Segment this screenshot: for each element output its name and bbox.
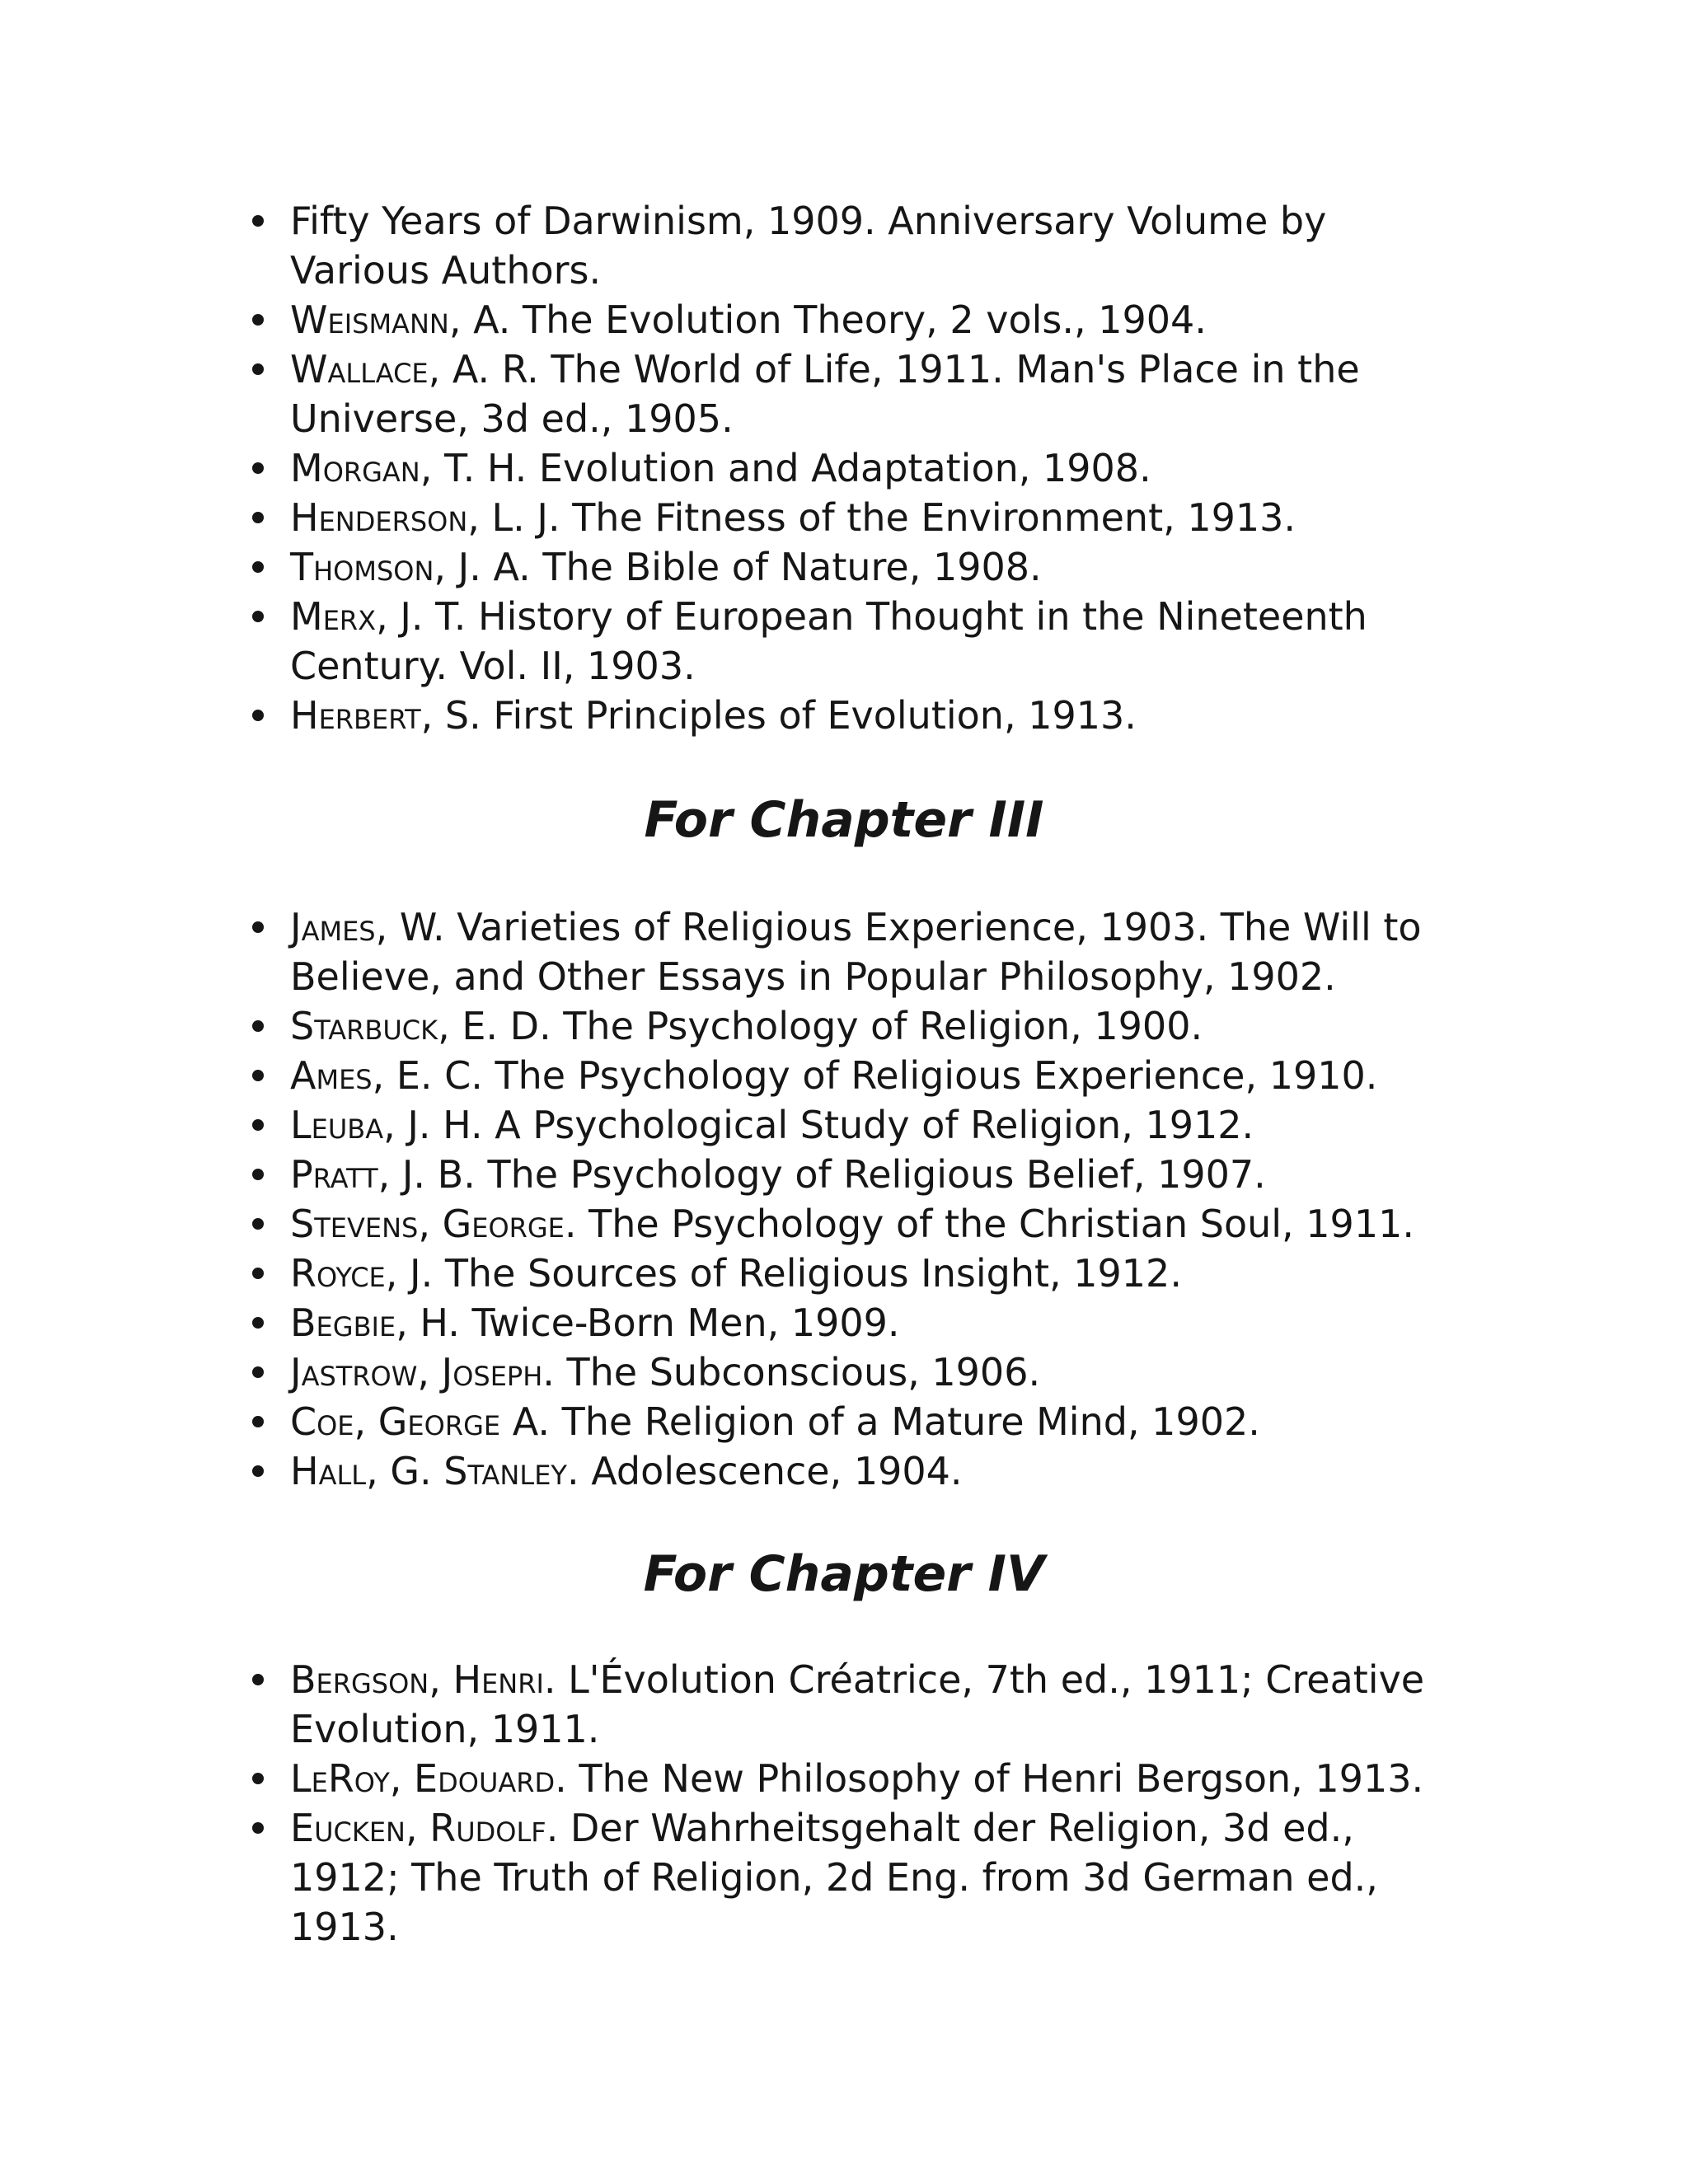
entry-separator: , bbox=[405, 1806, 430, 1850]
bullet-icon bbox=[252, 1465, 264, 1477]
entry-author: Ames bbox=[290, 1053, 373, 1098]
entry-text: , S. First Principles of Evolution, 1913. bbox=[420, 693, 1137, 738]
bullet-icon bbox=[252, 462, 264, 474]
entry-author: Begbie bbox=[290, 1301, 396, 1345]
bullet-icon bbox=[252, 710, 264, 721]
entry-author: Henderson bbox=[290, 495, 468, 540]
list-item bbox=[247, 592, 1451, 691]
list-item bbox=[247, 1199, 1451, 1249]
bullet-icon bbox=[252, 1020, 264, 1032]
bullet-icon bbox=[252, 1674, 264, 1685]
bullet-icon bbox=[252, 215, 264, 227]
bullet-icon bbox=[252, 611, 264, 622]
entry-author: Wallace bbox=[290, 347, 429, 391]
bibliography-list-chapter-iv bbox=[247, 1655, 1451, 1952]
bullet-icon bbox=[252, 561, 264, 573]
entry-separator: , bbox=[354, 1399, 378, 1444]
entry-text: , T. H. Evolution and Adaptation, 1908. bbox=[420, 446, 1151, 490]
entry-text: . L'Évolution Créatrice, 7th ed., 1911; Creative Evolution, 1911. bbox=[290, 1657, 1425, 1751]
entry-author: Coe bbox=[290, 1399, 354, 1444]
bullet-icon bbox=[252, 1822, 264, 1834]
bullet-icon bbox=[252, 314, 264, 326]
entry-text: . The Psychology of the Christian Soul, 1911. bbox=[564, 1202, 1414, 1246]
list-item bbox=[247, 542, 1451, 592]
entry-text: , J. A. The Bible of Nature, 1908. bbox=[434, 545, 1042, 589]
bullet-icon bbox=[252, 1366, 264, 1378]
entry-author: Bergson bbox=[290, 1657, 429, 1702]
list-item bbox=[247, 1446, 1451, 1496]
list-item bbox=[247, 1298, 1451, 1347]
entry-author: Herbert bbox=[290, 693, 421, 738]
entry-text: . Adolescence, 1904. bbox=[566, 1449, 963, 1493]
entry-text: , J. H. A Psychological Study of Religion, 1912. bbox=[383, 1103, 1254, 1147]
entry-text: A. The Religion of a Mature Mind, 1902. bbox=[500, 1399, 1260, 1444]
entry-text: , J. B. The Psychology of Religious Belief, 1907. bbox=[377, 1152, 1266, 1197]
entry-author: Eucken bbox=[290, 1806, 406, 1850]
entry-author-given-name: Rudolf bbox=[429, 1806, 546, 1850]
list-item bbox=[247, 1051, 1451, 1100]
list-item bbox=[247, 295, 1451, 344]
entry-author: Stevens bbox=[290, 1202, 419, 1246]
entry-author-given-name: Edouard bbox=[414, 1756, 556, 1801]
entry-text: , H. Twice-Born Men, 1909. bbox=[396, 1301, 900, 1345]
entry-author-given-name: George bbox=[377, 1399, 501, 1444]
bullet-icon bbox=[252, 1218, 264, 1230]
entry-text: , W. Varieties of Religious Experience, 1903. The Will to Believe, and Other Essays in Popular Philosophy, 1902. bbox=[290, 905, 1422, 999]
entry-author: Pratt bbox=[290, 1152, 378, 1197]
bullet-icon bbox=[252, 1169, 264, 1180]
list-item bbox=[247, 196, 1451, 295]
entry-author: Thomson bbox=[290, 545, 434, 589]
entry-author: Morgan bbox=[290, 446, 420, 490]
list-item bbox=[247, 902, 1451, 1001]
bullet-icon bbox=[252, 921, 264, 933]
entry-author: James bbox=[290, 905, 376, 949]
list-item bbox=[247, 1397, 1451, 1446]
bullet-icon bbox=[252, 1070, 264, 1081]
bullet-icon bbox=[252, 512, 264, 523]
entry-author-given-name: George bbox=[442, 1202, 565, 1246]
entry-initial: , G. bbox=[366, 1449, 444, 1493]
entry-text: , J. The Sources of Religious Insight, 1912. bbox=[385, 1251, 1182, 1296]
list-item bbox=[247, 1803, 1451, 1952]
entry-separator: , bbox=[417, 1350, 442, 1394]
entry-text: . The Subconscious, 1906. bbox=[542, 1350, 1041, 1394]
bibliography-list-chapter-iii bbox=[247, 902, 1451, 1496]
bullet-icon bbox=[252, 1317, 264, 1329]
entry-separator: , bbox=[389, 1756, 415, 1801]
list-item bbox=[247, 1150, 1451, 1199]
entry-author: LeRoy bbox=[290, 1756, 390, 1801]
entry-author: Weismann bbox=[290, 298, 449, 342]
entry-text: Fifty Years of Darwinism, 1909. Anniversary Volume by Various Authors. bbox=[290, 199, 1327, 293]
entry-text: , E. C. The Psychology of Religious Experience, 1910. bbox=[372, 1053, 1378, 1098]
entry-author: Hall bbox=[290, 1449, 367, 1493]
list-item bbox=[247, 493, 1451, 542]
entry-text: , A. R. The World of Life, 1911. Man's Place in the Universe, 3d ed., 1905. bbox=[290, 347, 1360, 441]
list-item bbox=[247, 1655, 1451, 1754]
bullet-icon bbox=[252, 1119, 264, 1131]
entry-author-given-name: Joseph bbox=[441, 1350, 543, 1394]
list-item bbox=[247, 443, 1451, 493]
entry-author: Starbuck bbox=[290, 1004, 438, 1048]
entry-author-given-name: Henri bbox=[452, 1657, 544, 1702]
entry-text: , J. T. History of European Thought in the Nineteenth Century. Vol. II, 1903. bbox=[290, 594, 1367, 688]
entry-separator: , bbox=[418, 1202, 443, 1246]
list-item bbox=[247, 1754, 1451, 1803]
bullet-icon bbox=[252, 1773, 264, 1784]
entry-author: Royce bbox=[290, 1251, 386, 1296]
entry-author: Jastrow bbox=[290, 1350, 418, 1394]
list-item bbox=[247, 1347, 1451, 1397]
bullet-icon bbox=[252, 1268, 264, 1279]
entry-text: . Der Wahrheitsgehalt der Religion, 3d ed., 1912; The Truth of Religion, 2d Eng. from 3d German ed., 1913. bbox=[290, 1806, 1378, 1949]
list-item bbox=[247, 691, 1451, 740]
list-item bbox=[247, 344, 1451, 443]
chapter-iii-heading: For Chapter III bbox=[644, 791, 1044, 849]
bullet-icon bbox=[252, 1416, 264, 1427]
list-item bbox=[247, 1100, 1451, 1150]
list-item bbox=[247, 1001, 1451, 1051]
bullet-icon bbox=[252, 363, 264, 375]
entry-text: . The New Philosophy of Henri Bergson, 1913. bbox=[555, 1756, 1424, 1801]
entry-text: , A. The Evolution Theory, 2 vols., 1904. bbox=[448, 298, 1207, 342]
entry-text: , E. D. The Psychology of Religion, 1900. bbox=[438, 1004, 1203, 1048]
list-item bbox=[247, 1249, 1451, 1298]
bibliography-list-chapter-ii bbox=[247, 196, 1451, 740]
entry-separator: , bbox=[429, 1657, 453, 1702]
entry-author-given-name: Stanley bbox=[443, 1449, 567, 1493]
entry-author: Merx bbox=[290, 594, 377, 639]
chapter-iv-heading: For Chapter IV bbox=[643, 1545, 1045, 1603]
entry-author: Leuba bbox=[290, 1103, 384, 1147]
entry-text: , L. J. The Fitness of the Environment, 1913. bbox=[467, 495, 1296, 540]
